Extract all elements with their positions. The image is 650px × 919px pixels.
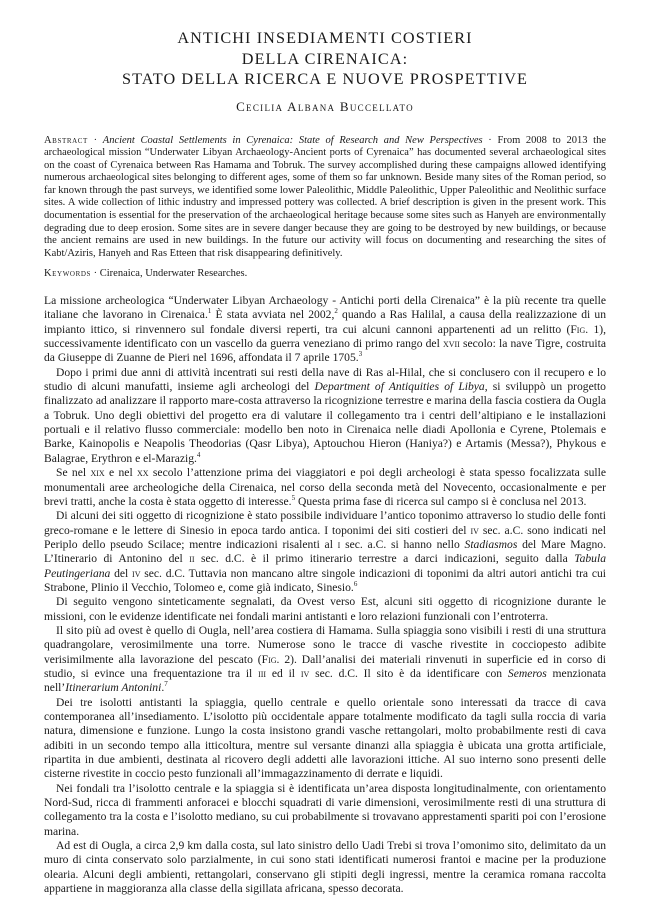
text-run: La missione archeologica “Underwater Libyan Archaeology - Antichi porti della Cirenaica” è la più recente tra quelle italiane che lavorano in Cirenaica. [44,294,606,322]
abstract-label: Abstract [44,134,88,146]
paragraph-3 [44,466,606,509]
title-line-3: STATO DELLA RICERCA E NUOVE PROSPETTIVE [122,70,528,88]
abstract-text: · From 2008 to 2013 the archaeological mission “Underwater Libyan Archaeology-Ancient ports of Cyrenaica” has documented several archaeological sites on the coast of Cyrenaica between Ras Hamama and Tobruk. The survey accomplished during these campaigns allowed identifying numerous archaeological sites belonging to different ages, some of them so far unknown. Beside many sites of the Roman period, so far known through the past surveys, we identified some lower Paleolithic, Middle Paleolithic, Upper Paleolithic and Neolithic surface sites. A wide collection of lithic industry and impressed pottery was collected. A brief description is given in the present work. This documentation is essential for the preservation of the archaeological heritage because some sites such as Hanyeh are environmentally degrading due to deep erosion. Some sites are in severe danger because they are going to be destroyed by new buildings, or because the ancient remains are used in new buildings. In the future our activity will focus on documenting and researching the sites of Kabt/Aziris, Hanyeh and Ras Etteen that risk disappearing definitively. [44,134,607,259]
text-run: quando a Ras Halilal, a causa della realizzazione di un impianto ittico, si rinvennero sul fondale diversi reperti, tra cui alcuni cannoni appartenenti ad un relitto ( [44,308,606,336]
keywords-text: · Cirenaica, Underwater Researches. [91,268,248,280]
text-run: sec. a.C. si hanno nello [340,537,465,551]
text-run: sec. a.C. sono indicati nel Periplo dello pseudo Scilace; mentre indicazioni risalenti al [44,523,606,551]
itinerarium-title: Itinerarium Antonini [65,681,162,695]
text-run: del Mare Magno. L’Itinerario di Antonino del [44,537,606,566]
article-body [44,294,606,896]
text-run: ed il [266,666,301,680]
paragraph-7 [44,696,606,782]
roman-century: xvii [442,337,460,351]
keywords-label: Keywords [44,268,91,280]
footnote-ref-1[interactable]: 1 [207,307,212,316]
semeros-name: Semeros [507,666,547,680]
text-run: sec. d.C. è il primo itinerario terrestre a darci indicazioni, seguito dalla [194,552,575,566]
text-run: È stata avviata nel 2002, [211,308,335,322]
paragraph-4 [44,509,606,595]
text-run: Dei tre isolotti antistanti la spiaggia, quello centrale e quello orientale sono interessati da tracce di cava contemporanea all’insediamento. L’isolotto più occidentale appare totalmente modificato da tagli sulla roccia di varia natura, dimensione e funzione. Lungo la costa insistono grandi vasche rettangolari, molto probabilmente resti di cava adibiti in un secondo tempo alla itticoltura, mentre sul versante dinanzi alla spiaggia è ubicata una grotta artificiale, ripartita in due ambienti, destinata al ricovero degli addetti alle lavorazioni ittiche. Al suo interno sono presenti delle cisterne rivestite in coccio pesto funzionali all’immagazzinamento di derrate e liquidi. [44,695,606,781]
author-name: Cecilia Albana Buccellato [236,98,414,114]
paragraph-5 [44,595,606,624]
text-run: sec. d.C. Tuttavia non mancano altre singole indicazioni di toponimi da altri autori antichi tra cui Strabone, Plinio il Vecchio, Tolomeo e, come già indicato, Sinesio. [44,566,606,594]
roman-century: xx [137,466,149,480]
footnote-ref-5[interactable]: 5 [291,493,296,502]
text-run: ), successivamente identificato con un vascello da guerra veneziano di primo rango del [44,322,607,351]
roman-century: iv [132,566,141,580]
text-run: Il sito più ad ovest è quello di Ougla, nell’area costiera di Hamama. Sulla spiaggia sono visibili i resti di una struttura quadrangolare, verosimilmente una torre. Numerose sono le tracce di vasche rivestite in cocciopesto adibite verisimilmente alla lavorazione del pescato ( [44,623,606,666]
abstract [44,135,606,261]
title-line-1: ANTICHI INSEDIAMENTI COSTIERI [177,29,473,47]
abstract-english-title: Ancient Coastal Settlements in Cyrenaica: State of Research and New Perspectives [102,134,483,146]
text-run: Nei fondali tra l’isolotto centrale e la spiaggia si è identificata un’area disposta longitudinalmente, con orientamento Nord-Sud, ricca di frammenti anforacei e blocchi squadrati di varie dimensioni, verosimilmente resti di una struttura di collegamento tra la costa e l’isolotto mediano, su cui probabilmente si trovavano apprestamenti spariti poi con l’erosione marina. [44,781,606,838]
text-run: . [161,681,165,695]
title-line-2: DELLA CIRENAICA: [241,49,409,68]
footnote-ref-3[interactable]: 3 [358,350,363,359]
paragraph-6 [44,624,606,696]
stadiasmos-title: Stadiasmos [464,537,518,551]
footnote-ref-4[interactable]: 4 [196,450,201,459]
roman-century: ii [189,552,195,566]
text-run: Questa prima fase di ricerca sul campo si è conclusa nel 2013. [295,494,587,508]
figure-ref-2[interactable]: Fig. 2 [261,652,291,666]
roman-century: xix [90,466,105,480]
text-run: menzionata nell’ [44,666,606,695]
keywords [44,268,606,281]
text-run: , si sviluppò un progetto finalizzato ad analizzare il rapporto mare-costa attraverso la ricognizione terrestre e marina della fascia costiera da Ougla a Tobruk. Uno degli obiettivi del progetto era di valutare il collegamento tra i centri dell’altipiano e le installazioni portuali e il relativo flusso commerciale: modello ben noto in Cirenaica nelle diadi Apollonia e Cyrene, Ptolemais e Barke, Kainopolis e Neapolis Theodorias (Qasr Libya), Aptouchou Hieron (Haniya?) e Artamis (Messa?), Phykous e Balagrae, Erythron e el-Marazig. [44,380,607,465]
text-run: del [110,566,133,580]
roman-century: iv [300,666,310,680]
roman-century: iv [470,523,479,537]
roman-century: iii [258,666,267,680]
text-run: e nel [104,466,138,480]
text-run: sec. d.C. Il sito è da identificare con [309,666,508,680]
text-run: Se nel [56,466,91,480]
text-run: ). Dall’analisi dei materiali rinvenuti in superficie ed in corso di studio, si evince una frequentazione tra il [44,652,606,680]
footnote-ref-6[interactable]: 6 [353,580,358,589]
roman-century: i [337,537,341,551]
paragraph-1 [44,294,606,366]
figure-ref-1[interactable]: Fig. 1 [570,322,600,336]
text-run: secolo l’attenzione prima dei viaggiatori e poi degli archeologi è stata spesso focalizzata sulle monumentali aree archeologiche della Cirenaica, nel corso della seconda metà del Novecento, occasionalmente e per brevi tratti, anche la costa è stata oggetto di interesse. [44,466,606,508]
text-run: secolo: la nave Tigre, costruita da Giuseppe di Zuanne de Pieri nel 1696, affondata il 7 aprile 1705. [44,337,606,365]
abstract-separator: · [87,134,103,146]
text-run: Di alcuni dei siti oggetto di ricognizione è stato possibile individuare l’antico toponimo attraverso lo studio delle fonti greco-romane e le lettere di Sinesio in epoca tardo antica. I toponimi dei siti costieri del [44,509,606,537]
paragraph-8 [44,782,606,839]
text-run: Di seguito vengono sinteticamente segnalati, da Ovest verso Est, alcuni siti oggetto di ricognizione durante le missioni, con le evidenze identificate nei fondali marini antistanti e loro relazioni funzionali con l’entroterra. [44,595,606,623]
text-run: Dopo i primi due anni di attività incentrati sui resti della nave di Ras al-Hilal, che si conclusero con il recupero e lo studio di alcuni manufatti, insieme agli archeologi del [44,365,606,394]
text-run: Ad est di Ougla, a circa 2,9 km dalla costa, sul lato sinistro dello Uadi Trebi si trova l’omonimo sito, delimitato da un muro di cinta conservato solo parzialmente, in cui sono stati identificati numerosi frantoi e macine per la produzione olearia. Alcuni degli ambienti, rettangolari, conservano gli stipiti degli ingressi, mentre la ceramica romana raccolta appartiene in maggioranza alla classe della sigillata africana, spesso decorata. [44,839,606,896]
paragraph-2 [44,366,606,466]
tabula-title: Tabula Peutingeriana [44,552,606,580]
paragraph-9 [44,839,606,896]
footnote-ref-2[interactable]: 2 [334,307,338,316]
department-name: Department of Antiquities of Libya [314,380,485,394]
footnote-ref-7[interactable]: 7 [164,680,168,689]
article-title [44,28,606,90]
